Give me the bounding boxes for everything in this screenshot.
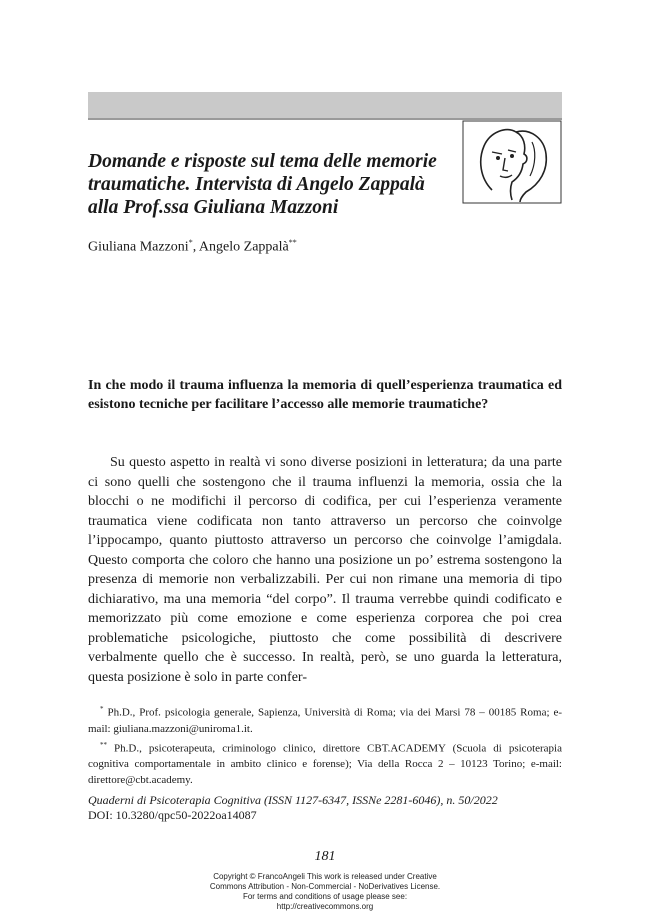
header-band — [88, 92, 562, 120]
copyright-notice — [0, 872, 650, 912]
footnote — [88, 737, 562, 789]
author-separator: , — [192, 239, 199, 255]
answer-paragraph: Su questo aspetto in realtà vi sono diverse posizioni in letteratura; da una parte ci sono quelli che sostengono che il trauma influenzi la memoria, ossia che la blocchi o ne modifichi il percorso di codifica, per cui l’esperienza veramente traumatica viene codificata non tanto attraverso un percorso che coinvolge l’ippocampo, quanto piuttosto attraverso un percorso che coinvolge l’amigdala. Questo comporta che coloro che hanno una posizione un po’ estrema sostengono la presenza di memorie non verbalizzabili. Per cui non rimane una memoria di tipo dichiarativo, ma una memoria “del corpo”. Il trauma verrebbe quindi codificato e memorizzato più come emozione e come esperienza corporea che poi crea problematiche psicologiche, piuttosto che come possibilità di descrivere verbalmente quello che è successo. In realtà, però, se uno guarda la letteratura, questa posizione è solo in parte confer- — [88, 455, 562, 685]
footnote-text: Ph.D., Prof. psicologia generale, Sapienza, Università di Roma; via dei Marsi 78 – 00185 Roma; e-mail: giuliana.mazzoni@uniroma1.it. — [88, 706, 562, 735]
footnote-marker: * — [100, 705, 104, 713]
author-name: Giuliana Mazzoni — [88, 239, 189, 255]
doi: DOI: 10.3280/qpc50-2022oa14087 — [88, 808, 257, 822]
author-name: Angelo Zappalà — [198, 239, 289, 255]
journal-logo-faces — [462, 120, 562, 204]
copyright-line: Copyright © FrancoAngeli This work is released under Creative — [213, 872, 437, 881]
footnote-text: Ph.D., psicoterapeuta, criminologo clinico, direttore CBT.ACADEMY (Scuola di psicoterapia cognitiva comportamentale in ambito clinico e forense); Via della Rocca 2 – 10123 Torino; e-mail: direttore@cbt.academy. — [88, 742, 562, 787]
copyright-line: For terms and conditions of usage please see: — [242, 892, 408, 901]
footnote — [88, 701, 562, 737]
journal-info — [88, 793, 562, 823]
journal-citation: Quaderni di Psicoterapia Cognitiva (ISSN 1127-6347, ISSNe 2281-6046), n. 50/2022 — [88, 793, 498, 807]
footnote-marker: ** — [100, 740, 107, 749]
page-number: 181 — [314, 849, 336, 864]
article-title: Domande e risposte sul tema delle memorie traumatiche. Intervista di Angelo Zappalà alla Prof.ssa Giuliana Mazzoni — [88, 151, 437, 218]
copyright-link[interactable]: http://creativecommons.org — [276, 902, 374, 911]
copyright-line: Commons Attribution - Non-Commercial - NoDerivatives License. — [209, 882, 441, 891]
footnotes — [88, 701, 562, 788]
author-line — [88, 238, 297, 256]
interview-question: In che modo il trauma influenza la memoria di quell’esperienza traumatica ed esistono tecniche per facilitare l’accesso alle memorie traumatiche? — [88, 378, 562, 412]
footnote-marker: ** — [288, 238, 297, 247]
footnote-marker: * — [188, 238, 193, 247]
